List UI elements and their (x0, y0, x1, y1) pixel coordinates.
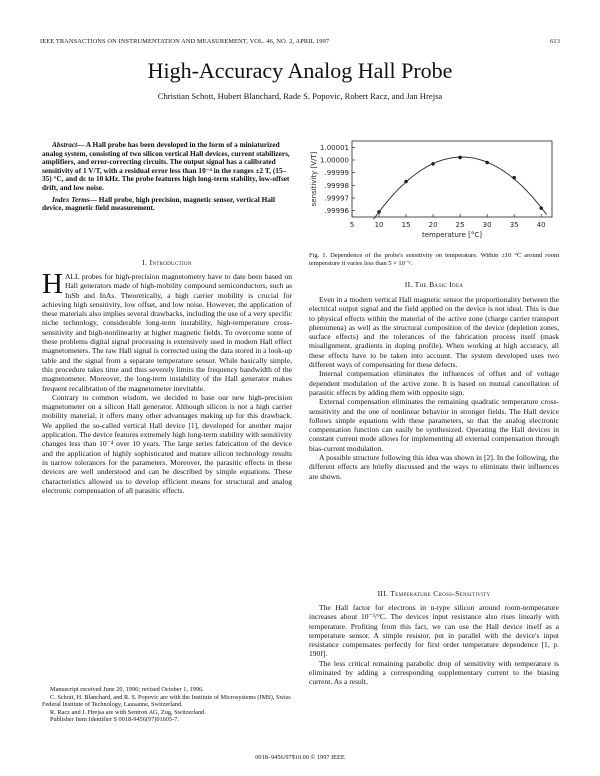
data-point (458, 156, 462, 160)
basic-idea-paragraph-2: Internal compensation eliminates the influences of offset and of voltage dependent modulation of the active zone. It is based on mutual cancellation of parasitic effects by adding them with opposite sign. (309, 369, 559, 397)
basic-idea-body (309, 295, 559, 481)
y-axis-label: sensitivity [V/T] (310, 151, 318, 207)
temperature-paragraph-1: The Hall factor for electrons in n-type silicon around room-temperature increases about 10⁻³/°C. The devices input resistance also rises linearly with temperature. Profiting from this fact, we can use the Hall device itself as a temperature sensor. A simple resistor, put in parallel with the device's input resistance compensates perfectly for first order temperature dependence [1, p. 190f]. (309, 603, 559, 659)
temperature-body (309, 603, 559, 687)
section-heading-introduction: I. Introduction (142, 258, 192, 267)
intro-paragraph-2: Contrary to common wisdom, we decided to base our new high-precision magnetometer on a silicon Hall generator. Although silicon is not a high carrier mobility material, it offers many other advantages making up for this drawback. We applied the so-called vertical Hall device [1], developed for another major application. The device features extremely high long-term stability with sensitivity changes less than 10⁻⁴ over 10 years. The large series fabrication of the device and the application of highly sophisticated and mature silicon technology results in narrow tolerances for the parameters. Moreover, the parasitic effects in these devices are well understood and can be described by simple equations. These characteristics allowed us to develop efficient means for structural and analog electronic compensation of all parasitic effects. (42, 392, 292, 495)
y-tick-label: .99996 (324, 207, 349, 216)
section-heading-temperature: III. Temperature Cross-Sensitivity (377, 589, 491, 598)
x-tick-label: 30 (482, 221, 492, 229)
copyright-line: 0018–9456/97$10.00 © 1997 IEEE (255, 754, 345, 761)
basic-idea-paragraph-4: A possible structure following this idea was shown in [2]. In the following, the different effects are briefly discussed and the ways to eliminate their influences are shown. (309, 453, 559, 481)
index-terms-text: Hall probe, high precision, magnetic sensor, vertical Hall device, magnetic field measurement. (42, 194, 275, 213)
basic-idea-paragraph-3: External compensation eliminates the remaining quadratic temperature cross-sensitivity and the one of nonlinear behavior in stronger fields. The Hall device follows simple equations with these parameters, so that the analog electronic compensation function can easily be synthesized. Operating the Hall devices in constant current mode allows for implementing all external compensation through bias-current modulation. (309, 397, 559, 453)
data-point (485, 161, 489, 165)
x-tick-label: 10 (374, 221, 384, 229)
abstract-text: A Hall probe has been developed in the form of a miniaturized analog system, consisting of two silicon vertical Hall devices, current stabilizers, amplifiers, and error-correcting circuits. The output signal has a calibrated sensitivity of 1 V/T, with a residual error less than 10⁻⁴ in the ranges ±2 T, (15–35) °C, and dc to 10 kHz. The probe features high long-term stability, low-offset drift, and low noise. (42, 140, 290, 192)
data-point (431, 162, 435, 166)
data-point (539, 206, 543, 210)
y-tick-label: 1.00001 (320, 143, 349, 152)
fit-curve (374, 157, 547, 219)
figure-1-chart (306, 136, 562, 250)
y-tick-label: .99997 (324, 194, 349, 203)
y-tick-label: 1.00000 (320, 156, 349, 165)
basic-idea-paragraph-1: Even in a modern vertical Hall magnetic sensor the proportionality between the electrical output signal and the field applied on the device is not ideal. This is due to physical effects within the material of the active zone (charge carrier transport phenomena) as well as the structural composition of the device (depletion zones, surface effects) and the tolerances of the fabrication process itself (mask misalignment, gradients in doping profile). When working at high accuracy, all these effects have to be taken into account. The system developed uses two different ways of compensating for these defects. (309, 295, 559, 370)
introduction-body (42, 268, 293, 495)
data-point (377, 210, 381, 214)
data-point (512, 176, 516, 180)
drop-cap: H (42, 268, 63, 300)
abstract-paragraph (42, 141, 292, 193)
x-tick-label: 25 (455, 221, 465, 229)
paper-title: High-Accuracy Analog Hall Probe (147, 58, 453, 83)
footnote-affiliation-1: C. Schott, H. Blanchard, and R. S. Popovic are with the Institute of Microsystems (IMS), Swiss Federal Institute of Technology, Lausanne, Switzerland. (42, 693, 291, 709)
running-header (40, 38, 560, 45)
footnote-received: Manuscript received June 20, 1996; revised October 1, 1996. (50, 686, 204, 693)
data-point (404, 180, 408, 184)
y-tick-label: .99998 (324, 181, 349, 190)
x-tick-label: 35 (509, 221, 519, 229)
x-axis-label: temperature [°C] (421, 231, 483, 239)
temperature-paragraph-2: The less critical remaining parabolic drop of sensitivity with temperature is eliminated by adding a corresponding supplementary current to the biasing current. As a result, (309, 658, 559, 687)
intro-paragraph-1 (42, 268, 293, 393)
footnote (42, 686, 292, 724)
x-tick-label: 15 (401, 221, 411, 229)
abstract-label: Abstract— (52, 140, 85, 149)
section-heading-basic-idea: II. The Basic Idea (404, 280, 464, 289)
footnote-affiliation-2: R. Racz and J. Hrejsa are with Sentron AG, Zug, Switzerland. (50, 708, 206, 716)
x-tick-label: 20 (428, 221, 438, 229)
page-number: 613 (550, 38, 560, 45)
author-list: Christian Schott, Hubert Blanchard, Rade S. Popovic, Robert Racz, and Jan Hrejsa (157, 91, 443, 101)
intro-paragraph-1-text: ALL probes for high-precision magnetometry have to date been based on Hall generators made of high-mobility compound semiconductors, such as InSb and InAs. Theoretically, a high carrier mobility is crucial for achieving high sensitivity, low offset, and low noise. However, the application of these materials also implies several drawbacks, including the use of a very specific niche technology, considerable long-term instability, high-temperature cross-sensitivity and high-nonlinearity at higher magnetic fields. To overcome some of these problems digital signal processing is extensively used in modern Hall effect magnetometers. The raw Hall signal is corrected using the data stored in a look-up table and the signal from a separate temperature sensor. While basically simple, this procedure takes time and thus severely limits the frequency bandwidth of the magnetometer. Moreover, the long-term instability of the Hall generator makes frequent recalibration of the magnetometer inevitable. (42, 272, 293, 393)
footnote-identifier: Publisher Item Identifier S 0018-9456(97)01605-7. (50, 716, 179, 724)
figure-1-caption: Fig. 1. Dependence of the probe's sensitivity on temperature. Within ±10 °C around room temperature it varies less than 5 × 10⁻⁵. (309, 252, 559, 267)
journal-name: IEEE TRANSACTIONS ON INSTRUMENTATION AND MEASUREMENT, VOL. 46, NO. 2, APRIL 1997 (40, 38, 330, 45)
plot-frame (352, 141, 552, 217)
index-terms (42, 196, 292, 213)
index-terms-label: Index Terms— (52, 194, 97, 204)
x-tick-label: 40 (536, 221, 546, 229)
y-tick-label: .99999 (324, 169, 349, 178)
abstract (42, 141, 292, 216)
x-tick-label: 5 (349, 221, 355, 229)
